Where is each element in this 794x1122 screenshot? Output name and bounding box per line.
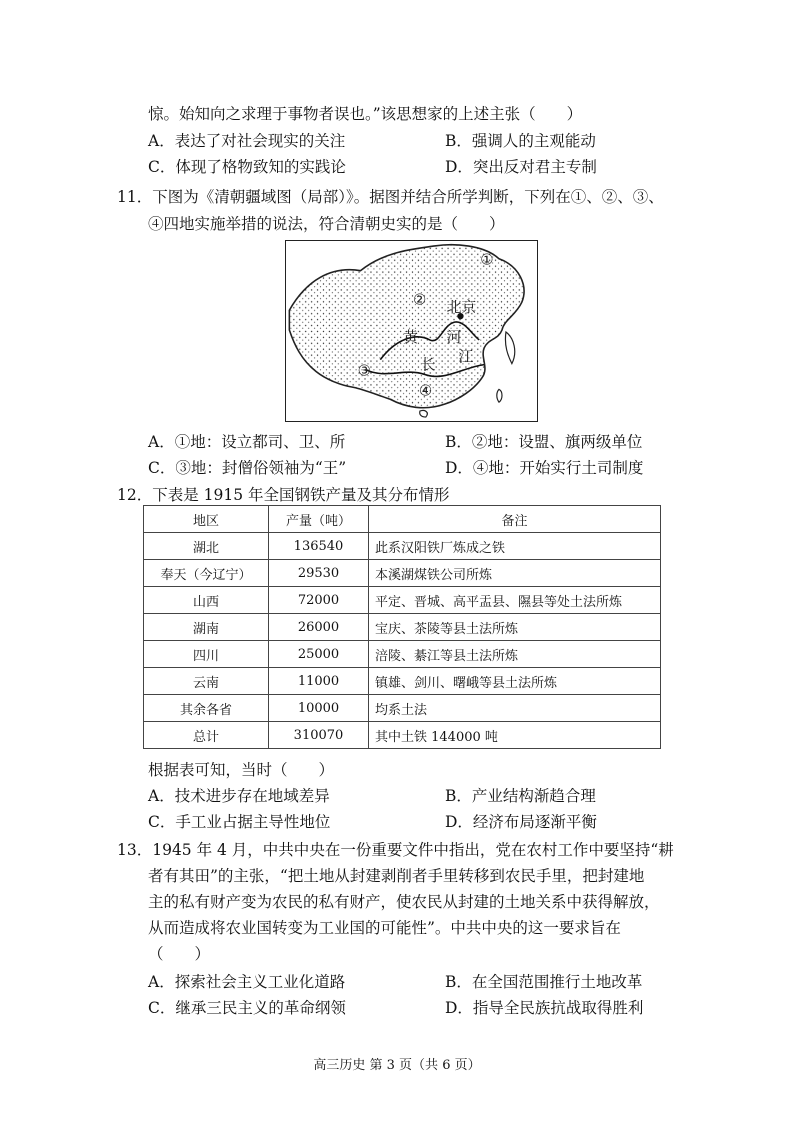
table-header-row (144, 506, 661, 533)
q13-stem-line3: 主的私有财产变为农民的私有财产，使农民从封建的土地关系中获得解放， (148, 893, 660, 911)
table-cell-output: 310070 (269, 722, 369, 749)
map-label-1: ① (480, 251, 494, 269)
q10-option-a: A．表达了对社会现实的关注 (148, 132, 346, 150)
q13-stem-line5: （ ） (148, 945, 211, 963)
q12-option-c: C．手工业占据主导性地位 (148, 813, 331, 831)
q11-option-b: B．②地：设盟、旗两级单位 (445, 433, 643, 451)
table-row (144, 614, 661, 641)
table-cell-notes: 镇雄、剑川、曙峨等县土法所炼 (369, 668, 661, 695)
map-label-3: ③ (357, 362, 371, 380)
table-cell-region: 奉天（今辽宁） (144, 560, 269, 587)
territory-area (289, 245, 524, 408)
table-cell-region: 山西 (144, 587, 269, 614)
q13-option-b: B．在全国范围推行土地改革 (445, 973, 643, 991)
map-label-huang: 黄 (403, 328, 418, 346)
q13-option-d: D．指导全民族抗战取得胜利 (445, 999, 644, 1017)
table-cell-notes: 涪陵、綦江等县土法所炼 (369, 641, 661, 668)
q10-option-b: B．强调人的主观能动 (445, 132, 596, 150)
peninsula-outline (505, 332, 514, 364)
map-label-4: ④ (418, 382, 433, 400)
q10-stem-tail: 惊。始知向之求理于事物者误也。”该思想家的上述主张（ ） (148, 105, 583, 123)
q13-stem-line4: 从而造成将农业国转变为工业国的可能性”。中共中央的这一要求旨在 (148, 919, 621, 937)
map-label-2: ② (412, 291, 427, 309)
map-label-he: 河 (446, 328, 462, 346)
q13-stem-line2: 者有其田”的主张，“把土地从封建剥削者手里转移到农民手里，把封建地 (148, 867, 645, 885)
table-row (144, 533, 661, 560)
table-cell-output: 72000 (269, 587, 369, 614)
q12-option-d: D．经济布局逐渐平衡 (445, 813, 597, 831)
map-label-chang: 长 (420, 356, 436, 374)
table-cell-notes: 均系土法 (369, 695, 661, 722)
q13-option-a: A．探索社会主义工业化道路 (148, 973, 346, 991)
table-header-notes: 备注 (369, 506, 661, 533)
q10-option-d: D．突出反对君主专制 (445, 158, 597, 176)
map-label-beijing: 北京 (446, 299, 477, 317)
table-cell-output: 26000 (269, 614, 369, 641)
table-cell-region: 湖南 (144, 614, 269, 641)
steel-output-table (143, 505, 661, 749)
q12-option-b: B．产业结构渐趋合理 (445, 787, 596, 805)
table-header-region: 地区 (144, 506, 269, 533)
q12-stem: 根据表可知，当时（ ） (148, 761, 335, 779)
table-cell-notes: 此系汉阳铁厂炼成之铁 (369, 533, 661, 560)
table-cell-notes: 本溪湖煤铁公司所炼 (369, 560, 661, 587)
q10-option-c: C．体现了格物致知的实践论 (148, 158, 346, 176)
table-cell-notes: 平定、晋城、高平盂县、隰县等处土法所炼 (369, 587, 661, 614)
table-cell-region: 湖北 (144, 533, 269, 560)
q13-option-c: C．继承三民主义的革命纲领 (148, 999, 346, 1017)
q13-stem-line1: 13．1945 年 4 月，中共中央在一份重要文件中指出，党在农村工作中要坚持“耕 (117, 841, 674, 859)
table-row (144, 587, 661, 614)
table-cell-region: 总计 (144, 722, 269, 749)
island-outline (420, 410, 428, 417)
table-row (144, 668, 661, 695)
table-cell-notes: 其中土铁 144000 吨 (369, 722, 661, 749)
table-cell-output: 29530 (269, 560, 369, 587)
table-cell-output: 10000 (269, 695, 369, 722)
q11-option-c: C．③地：封僧俗领袖为“王” (148, 459, 347, 477)
map-label-jiang: 江 (458, 348, 474, 366)
q12-stem-intro: 12．下表是 1915 年全国钢铁产量及其分布情形 (117, 486, 450, 504)
table-cell-region: 四川 (144, 641, 269, 668)
q11-stem-line1: 11．下图为《清朝疆域图（局部）》。据图并结合所学判断，下列在①、②、③、 (117, 188, 664, 206)
q12-option-a: A．技术进步存在地域差异 (148, 787, 330, 805)
q11-option-a: A．①地：设立都司、卫、所 (148, 433, 346, 451)
table-row (144, 641, 661, 668)
table-header-output: 产量（吨） (269, 506, 369, 533)
table-row (144, 695, 661, 722)
table-row (144, 560, 661, 587)
table-row (144, 722, 661, 749)
island-outline (497, 389, 502, 402)
table-cell-notes: 宝庆、茶陵等县土法所炼 (369, 614, 661, 641)
table-cell-output: 25000 (269, 641, 369, 668)
qing-territory-map (285, 240, 538, 422)
map-drawing (286, 241, 537, 421)
q11-option-d: D．④地：开始实行土司制度 (445, 459, 644, 477)
table-cell-region: 其余各省 (144, 695, 269, 722)
page-footer: 高三历史 第 3 页（共 6 页） (313, 1058, 481, 1073)
table-cell-region: 云南 (144, 668, 269, 695)
table-cell-output: 136540 (269, 533, 369, 560)
q11-stem-line2: ④四地实施举措的说法，符合清朝史实的是（ ） (148, 215, 505, 233)
table-cell-output: 11000 (269, 668, 369, 695)
